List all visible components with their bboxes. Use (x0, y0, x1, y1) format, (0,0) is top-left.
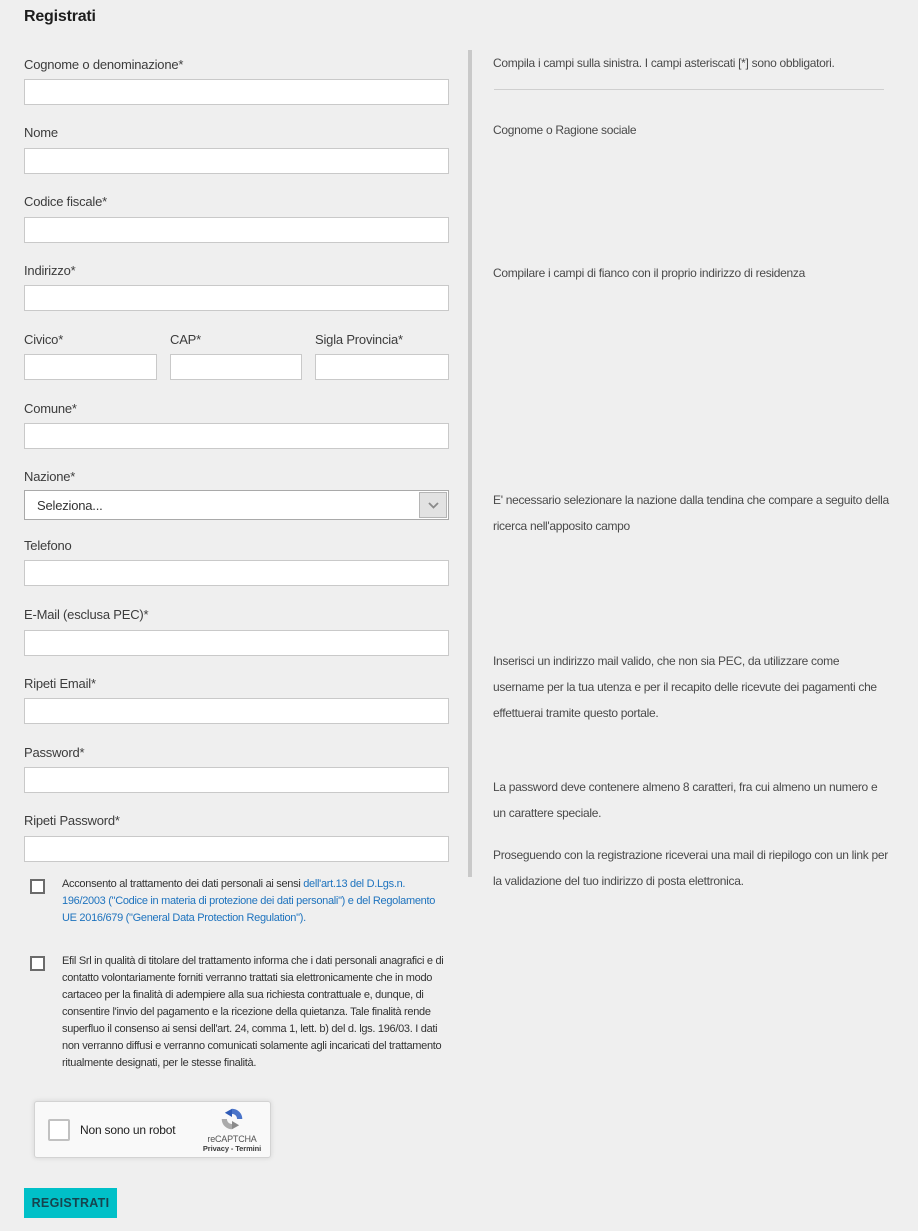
column-divider (468, 50, 472, 877)
codice-fiscale-label: Codice fiscale* (24, 194, 107, 209)
field-group-comune (24, 401, 449, 416)
nazione-selected-value: Seleziona... (37, 497, 103, 513)
recaptcha-widget (34, 1101, 271, 1158)
telefono-input[interactable] (24, 560, 449, 586)
privacy-consent-text (62, 876, 450, 927)
civico-label: Civico* (24, 332, 64, 347)
civico-input[interactable] (24, 354, 157, 380)
privacy-consent-checkbox[interactable] (30, 879, 45, 894)
telefono-label: Telefono (24, 538, 72, 553)
email-label: E-Mail (esclusa PEC)* (24, 607, 149, 622)
ripeti-password-label: Ripeti Password* (24, 813, 120, 828)
page-title: Registrati (24, 8, 96, 25)
field-group-ripeti-email (24, 676, 449, 691)
recaptcha-privacy-terms-links[interactable]: Privacy - Termini (202, 1144, 262, 1153)
indirizzo-label: Indirizzo* (24, 263, 76, 278)
ripeti-password-input[interactable] (24, 836, 449, 862)
recaptcha-checkbox[interactable] (48, 1119, 70, 1141)
email-input[interactable] (24, 630, 449, 656)
comune-input[interactable] (24, 423, 449, 449)
field-group-ripeti-password (24, 813, 449, 828)
recaptcha-label: Non sono un robot (80, 1122, 176, 1137)
field-group-telefono (24, 538, 449, 553)
indirizzo-input[interactable] (24, 285, 449, 311)
help-intro: Compila i campi sulla sinistra. I campi asteriscati [*] sono obbligatori. (493, 56, 835, 70)
nazione-dropdown-button[interactable] (419, 492, 447, 518)
help-nazione: E' necessario selezionare la nazione dalla tendina che compare a seguito della ricerca nell'apposito campo (493, 493, 889, 533)
chevron-down-icon (428, 502, 439, 509)
field-group-indirizzo (24, 263, 449, 278)
password-input[interactable] (24, 767, 449, 793)
nazione-label: Nazione* (24, 469, 76, 484)
help-password: La password deve contenere almeno 8 caratteri, fra cui almeno un numero e un carattere speciale. (493, 780, 878, 820)
sigla-provincia-label: Sigla Provincia* (315, 332, 403, 347)
privacy-consent-prefix: Acconsento al trattamento dei dati personali ai sensi (62, 878, 304, 890)
field-group-codice-fiscale (24, 194, 449, 209)
data-treatment-checkbox[interactable] (30, 956, 45, 971)
password-label: Password* (24, 745, 85, 760)
field-group-password (24, 745, 449, 760)
ripeti-email-label: Ripeti Email* (24, 676, 96, 691)
help-email: Inserisci un indirizzo mail valido, che non sia PEC, da utilizzare come username per la tua utenza e per il recapito delle ricevute dei pagamenti che effettuerai tramite questo portale. (493, 654, 877, 720)
recaptcha-brand-text: reCAPTCHA (207, 1134, 257, 1144)
recaptcha-logo-icon (219, 1106, 245, 1132)
field-group-email (24, 607, 449, 622)
cap-input[interactable] (170, 354, 302, 380)
help-indirizzo: Compilare i campi di fianco con il proprio indirizzo di residenza (493, 266, 805, 280)
field-group-nazione (24, 469, 449, 484)
nome-label: Nome (24, 125, 58, 140)
help-divider (494, 89, 884, 90)
nazione-select[interactable] (24, 490, 449, 520)
cognome-label: Cognome o denominazione* (24, 57, 184, 72)
field-group-cognome (24, 57, 449, 72)
registrati-button[interactable]: REGISTRATI (24, 1188, 117, 1218)
ripeti-email-input[interactable] (24, 698, 449, 724)
comune-label: Comune* (24, 401, 77, 416)
field-group-nome (24, 125, 449, 140)
sigla-provincia-input[interactable] (315, 354, 449, 380)
help-cognome: Cognome o Ragione sociale (493, 123, 637, 137)
nome-input[interactable] (24, 148, 449, 174)
cap-label: CAP* (170, 332, 201, 347)
privacy-law-link[interactable]: dell'art.13 del D.Lgs.n. 196/2003 ("Codice in materia di protezione dei dati personali") e del Regolamento UE 2016/679 ("General Data Protection Regulation"). (62, 878, 436, 924)
data-treatment-text: Efil Srl in qualità di titolare del trattamento informa che i dati personali anagrafici e di contatto volontariamente forniti verranno trattati sia elettronicamente che in modo cartaceo per la finalità di adempiere alla sua richiesta contrattuale e, dunque, di consentire l'invio del pagamento e la ricezione della quietanza. Tale finalità rende superfluo il consenso ai sensi dell'art. 24, comma 1, lett. b) del d. lgs. 196/03. I dati non verranno diffusi e verranno comunicati solamente agli incaricati del trattamento ritualmente designati, per le stesse finalità. (62, 955, 444, 1069)
cognome-input[interactable] (24, 79, 449, 105)
help-registrazione: Proseguendo con la registrazione riceverai una mail di riepilogo con un link per la validazione del tuo indirizzo di posta elettronica. (493, 848, 888, 888)
codice-fiscale-input[interactable] (24, 217, 449, 243)
